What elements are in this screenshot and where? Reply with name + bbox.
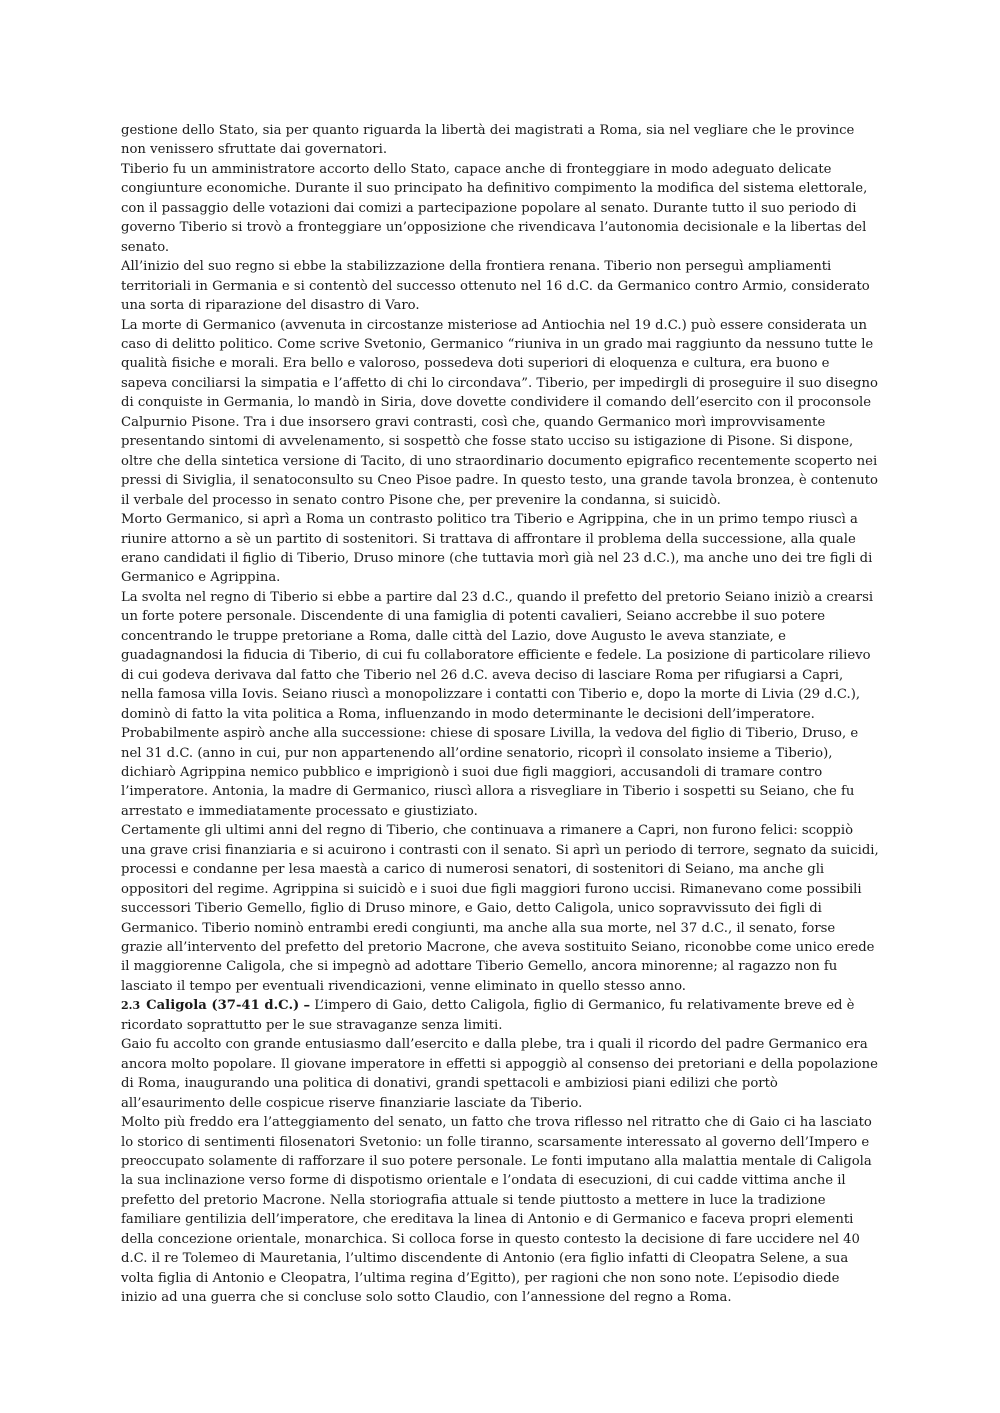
section-heading-paragraph — [121, 996, 879, 1035]
section-number: 2.3 — [121, 999, 141, 1013]
section-intro-text: L’impero di Gaio, detto Caligola, figlio di Germanico, fu relativamente breve ed è ricordato soprattutto per le sue stravaganze senza limiti. — [121, 998, 855, 1033]
paragraph: gestione dello Stato, sia per quanto riguarda la libertà dei magistrati a Roma, sia nel vegliare che le province non venissero sfruttate dai governatori. — [121, 123, 855, 158]
paragraph: Molto più freddo era l’atteggiamento del senato, un fatto che trova riflesso nel ritratto che di Gaio ci ha lasciato lo storico di sentimenti filosenatori Svetonio: un folle tiranno, scarsamente interessato al governo dell’Impero e preoccupato solamente di rafforzare il suo potere personale. Le fonti imputano alla malattia mentale di Caligola la sua inclinazione verso forme di dispotismo orientale e l’ondata di esecuzioni, di cui cadde vittima anche il prefetto del pretorio Macrone. Nella storiografia attuale si tende piuttosto a mettere in luce la tradizione familiare gentilizia dell’imperatore, che ereditava la linea di Antonio e di Germanico e faceva propri elementi della concezione orientale, monarchica. Si colloca forse in questo contesto la decisione di fare uccidere nel 40 d.C. il re Tolemeo di Mauretania, l’ultimo discendente di Antonio (era figlio infatti di Cleopatra Selene, a sua volta figlia di Antonio e Cleopatra, l’ultima regina d’Egitto), per ragioni che non sono note. L’episodio diede inizio ad una guerra che si concluse solo sotto Claudio, con l’annessione del regno a Roma. — [121, 1115, 872, 1306]
paragraph: All’inizio del suo regno si ebbe la stabilizzazione della frontiera renana. Tiberio non perseguì ampliamenti territoriali in Germania e si contentò del successo ottenuto nel 16 d.C. da Germanico contro Armio, considerato una sorta di riparazione del disastro di Varo. — [121, 259, 870, 314]
document-page — [121, 121, 879, 1308]
paragraph: Gaio fu accolto con grande entusiasmo dall’esercito e dalla plebe, tra i quali il ricordo del padre Germanico era ancora molto popolare. Il giovane imperatore in effetti si appoggiò al consenso dei pretoriani e della popolazione di Roma, inaugurando una politica di donativi, grandi spettacoli e ambiziosi piani edilizi che portò all’esaurimento delle cospicue riserve finanziarie lasciate da Tiberio. — [121, 1037, 878, 1111]
paragraph: La morte di Germanico (avvenuta in circostanze misteriose ad Antiochia nel 19 d.C.) può essere considerata un caso di delitto politico. Come scrive Svetonio, Germanico “riuniva in un grado mai raggiunto da nessuno tutte le qualità fisiche e morali. Era bello e valoroso, possedeva doti superiori di eloquenza e cultura, era buono e sapeva conciliarsi la simpatia e l’affetto di chi lo circondava”. Tiberio, per impedirgli di proseguire il suo disegno di conquiste in Germania, lo mandò in Siria, dove dovette condividere il comando dell’esercito con il proconsole Calpurnio Pisone. Tra i due insorsero gravi contrasti, così che, quando Germanico morì improvvisamente presentando sintomi di avvelenamento, si sospettò che fosse stato ucciso su istigazione di Pisone. Si dispone, oltre che della sintetica versione di Tacito, di uno straordinario documento epigrafico recentemente scoperto nei pressi di Siviglia, il senatoconsulto su Cneo Pisoe padre. In questo testo, una grande tavola bronzea, è contenuto il verbale del processo in senato contro Pisone che, per prevenire la condanna, si suicidò. — [121, 317, 878, 508]
section-title: Caligola (37-41 d.C.) — [146, 998, 300, 1014]
paragraph: La svolta nel regno di Tiberio si ebbe a partire dal 23 d.C., quando il prefetto del pretorio Seiano iniziò a crearsi un forte potere personale. Discendente di una famiglia di potenti cavalieri, Seiano accrebbe il suo potere concentrando le truppe pretoriane a Roma, dalle città del Lazio, dove Augusto le aveva stanziate, e guadagnandosi la fiducia di Tiberio, di cui fu collaboratore efficiente e fedele. La posizione di particolare rilievo di cui godeva derivava dal fatto che Tiberio nel 26 d.C. aveva deciso di lasciare Roma per rifugiarsi a Capri, nella famosa villa Iovis. Seiano riuscì a monopolizzare i contatti con Tiberio e, dopo la morte di Livia (29 d.C.), dominò di fatto la vita politica a Roma, influenzando in modo determinante le decisioni dell’imperatore. Probabilmente aspirò anche alla successione: chiese di sposare Livilla, la vedova del figlio di Tiberio, Druso, e nel 31 d.C. (anno in cui, pur non appartenendo all’ordine senatorio, ricoprì il consolato insieme a Tiberio), dichiarò Agrippina nemico pubblico e imprigionò i suoi due figli maggiori, accusandoli di tramare contro l’imperatore. Antonia, la madre di Germanico, riuscì allora a risvegliare in Tiberio i sospetti su Seiano, che fu arrestato e immediatamente processato e giustiziato. — [121, 589, 874, 819]
paragraph: Tiberio fu un amministratore accorto dello Stato, capace anche di fronteggiare in modo adeguato delicate congiunture economiche. Durante il suo principato ha definitivo compimento la modifica del sistema elettorale, con il passaggio delle votazioni dai comizi a partecipazione popolare al senato. Durante tutto il suo periodo di governo Tiberio si trovò a fronteggiare un’opposizione che rivendicava l’autonomia decisionale e la libertas del senato. — [121, 161, 868, 255]
paragraph: Morto Germanico, si aprì a Roma un contrasto politico tra Tiberio e Agrippina, che in un primo tempo riuscì a riunire attorno a sè un partito di sostenitori. Si trattava di affrontare il problema della successione, alla quale erano candidati il figlio di Tiberio, Druso minore (che tuttavia morì già nel 23 d.C.), ma anche uno dei tre figli di Germanico e Agrippina. — [121, 512, 873, 586]
section-dash: – — [303, 998, 311, 1014]
paragraph: Certamente gli ultimi anni del regno di Tiberio, che continuava a rimanere a Capri, non furono felici: scoppiò una grave crisi finanziaria e si acuirono i contrasti con il senato. Si aprì un periodo di terrore, segnato da suicidi, processi e condanne per lesa maestà a carico di numerosi senatori, di sostenitori di Seiano, ma anche gli oppositori del regime. Agrippina si suicidò e i suoi due figli maggiori furono uccisi. Rimanevano come possibili successori Tiberio Gemello, figlio di Druso minore, e Gaio, detto Caligola, unico sopravvissuto dei figli di Germanico. Tiberio nominò entrambi eredi congiunti, ma anche alla sua morte, nel 37 d.C., il senato, forse grazie all’intervento del prefetto del pretorio Macrone, che aveva sostituito Seiano, riconobbe come unico erede il maggiorenne Caligola, che si impegnò ad adottare Tiberio Gemello, ancora minorenne; al ragazzo non fu lasciato il tempo per eventuali rivendicazioni, venne eliminato in quello stesso anno. — [121, 823, 879, 994]
